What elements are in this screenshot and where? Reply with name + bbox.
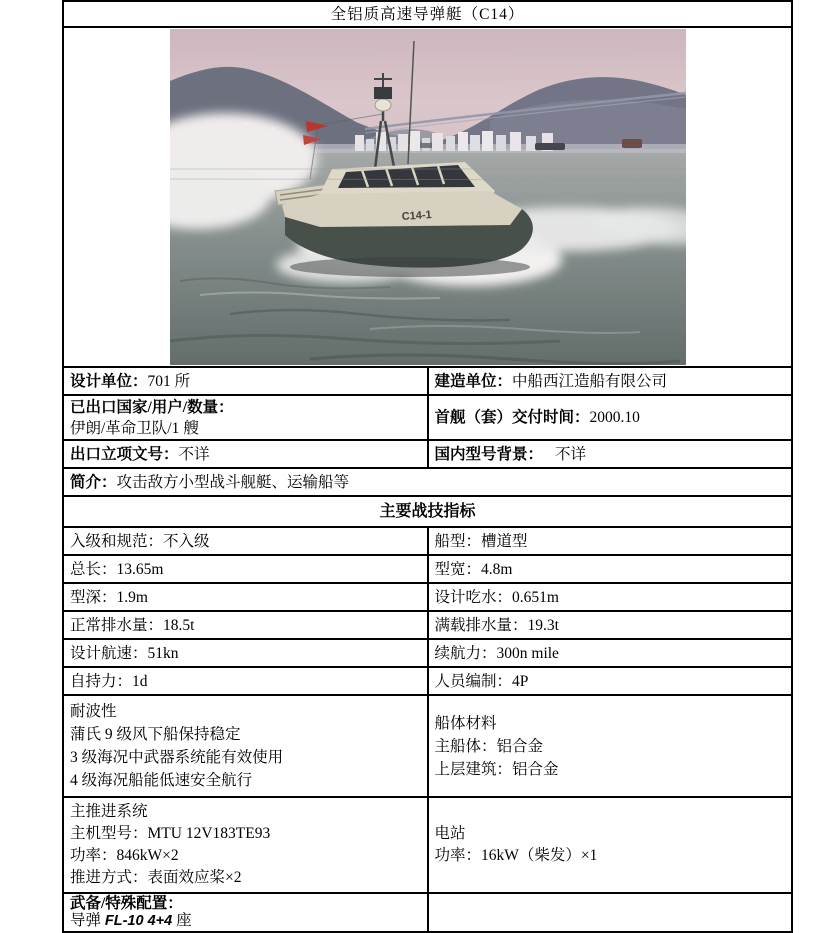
seakeeping-line-1: 耐波性 <box>70 703 117 720</box>
cell-seakeeping <box>63 695 428 797</box>
hull-form-label: 船型： <box>434 532 482 550</box>
cell-normal-displacement <box>63 611 428 639</box>
endurance-value: 300n mile <box>496 644 559 662</box>
cell-beam <box>428 555 793 583</box>
first-delivery-value: 2000.10 <box>589 409 640 426</box>
depth-value: 1.9m <box>116 588 148 606</box>
cell-design-speed <box>63 639 428 667</box>
hull-material-line-3: 上层建筑：铝合金 <box>434 760 559 778</box>
cell-endurance <box>428 639 793 667</box>
hull-number: C14-1 <box>400 208 432 223</box>
photo-cell <box>63 27 792 367</box>
weapons-value <box>70 912 421 930</box>
cell-hull-form <box>428 527 793 555</box>
crew-label: 人员编制： <box>434 672 513 690</box>
draft-label: 设计吃水： <box>434 588 513 606</box>
cell-export-doc <box>63 440 428 468</box>
design-speed-value: 51kn <box>147 644 179 662</box>
first-delivery-label: 首舰（套）交付时间： <box>434 409 590 426</box>
beam-value: 4.8m <box>481 560 513 578</box>
depth-label: 型深： <box>70 588 117 606</box>
length-label: 总长： <box>70 560 117 578</box>
cell-depth <box>63 583 428 611</box>
classification-label: 入级和规范： <box>70 532 164 550</box>
autonomy-value: 1d <box>132 672 148 690</box>
full-displacement-value: 19.3t <box>527 616 559 634</box>
cell-hull-material <box>428 695 793 797</box>
doc-title: 全铝质高速导弹艇（C14） <box>63 1 792 27</box>
domestic-model-value: 不详 <box>555 445 587 463</box>
normal-displacement-label: 正常排水量： <box>70 616 164 634</box>
cell-propulsion <box>63 797 428 893</box>
missile-suffix: 座 <box>172 912 192 929</box>
cell-full-displacement <box>428 611 793 639</box>
export-doc-label: 出口立项文号： <box>70 445 179 463</box>
crew-value: 4P <box>512 672 529 690</box>
export-value: 伊朗/革命卫队/1 艘 <box>70 419 199 437</box>
export-doc-value: 不详 <box>178 445 210 463</box>
missile-model: FL-10 4+4 <box>104 913 173 929</box>
cell-weapons <box>63 893 428 932</box>
builder-value: 中船西江造船有限公司 <box>512 372 668 390</box>
intro-label: 简介： <box>70 473 117 491</box>
cell-draft <box>428 583 793 611</box>
beam-label: 型宽： <box>434 560 482 578</box>
design-unit-label: 设计单位： <box>70 372 148 390</box>
builder-label: 建造单位： <box>434 372 513 390</box>
power-station-line-2: 功率：16kW（柴发）×1 <box>434 847 598 864</box>
cell-crew <box>428 667 793 695</box>
endurance-label: 续航力： <box>434 644 497 662</box>
domestic-model-label: 国内型号背景： <box>434 445 544 463</box>
propulsion-line-2: 主机型号：MTU 12V183TE93 <box>70 825 271 842</box>
cell-intro <box>63 468 792 496</box>
spec-table <box>62 0 793 933</box>
design-unit-value: 701 所 <box>147 372 191 390</box>
cell-builder <box>428 367 793 395</box>
length-value: 13.65m <box>116 560 164 578</box>
normal-displacement-value: 18.5t <box>163 616 195 634</box>
cell-domestic-model <box>428 440 793 468</box>
weapons-label: 武备/特殊配置： <box>70 895 183 912</box>
hull-material-line-1: 船体材料 <box>434 714 497 732</box>
cell-first-delivery <box>428 395 793 440</box>
classification-value: 不入级 <box>163 532 210 550</box>
propulsion-line-1: 主推进系统 <box>70 803 148 820</box>
boat-photo <box>170 29 686 365</box>
export-label: 已出口国家/用户/数量： <box>70 398 234 416</box>
cell-export <box>63 395 428 440</box>
section-header: 主要战技指标 <box>63 496 792 527</box>
cell-length <box>63 555 428 583</box>
cell-classification <box>63 527 428 555</box>
hull-form-value: 槽道型 <box>481 532 528 550</box>
power-station-line-1: 电站 <box>434 825 466 842</box>
hull-material-line-2: 主船体：铝合金 <box>434 737 544 755</box>
seakeeping-line-4: 4 级海况船能低速安全航行 <box>70 772 253 789</box>
cell-design-unit <box>63 367 428 395</box>
cell-power-station <box>428 797 793 893</box>
seakeeping-line-3: 3 级海况中武器系统能有效使用 <box>70 749 284 766</box>
propulsion-line-3: 功率：846kW×2 <box>70 847 179 864</box>
draft-value: 0.651m <box>512 588 559 606</box>
missile-prefix: 导弹 <box>70 912 105 929</box>
design-speed-label: 设计航速： <box>70 644 148 662</box>
propulsion-line-4: 推进方式：表面效应桨×2 <box>70 869 242 886</box>
cell-autonomy <box>63 667 428 695</box>
cell-weapons-right-empty <box>428 893 793 932</box>
intro-value: 攻击敌方小型战斗舰艇、运输船等 <box>116 473 350 491</box>
autonomy-label: 自持力： <box>70 672 133 690</box>
full-displacement-label: 满载排水量： <box>434 616 528 634</box>
seakeeping-line-2: 蒲氏 9 级风下船保持稳定 <box>70 726 241 743</box>
boat-photo-illustration <box>170 29 686 365</box>
